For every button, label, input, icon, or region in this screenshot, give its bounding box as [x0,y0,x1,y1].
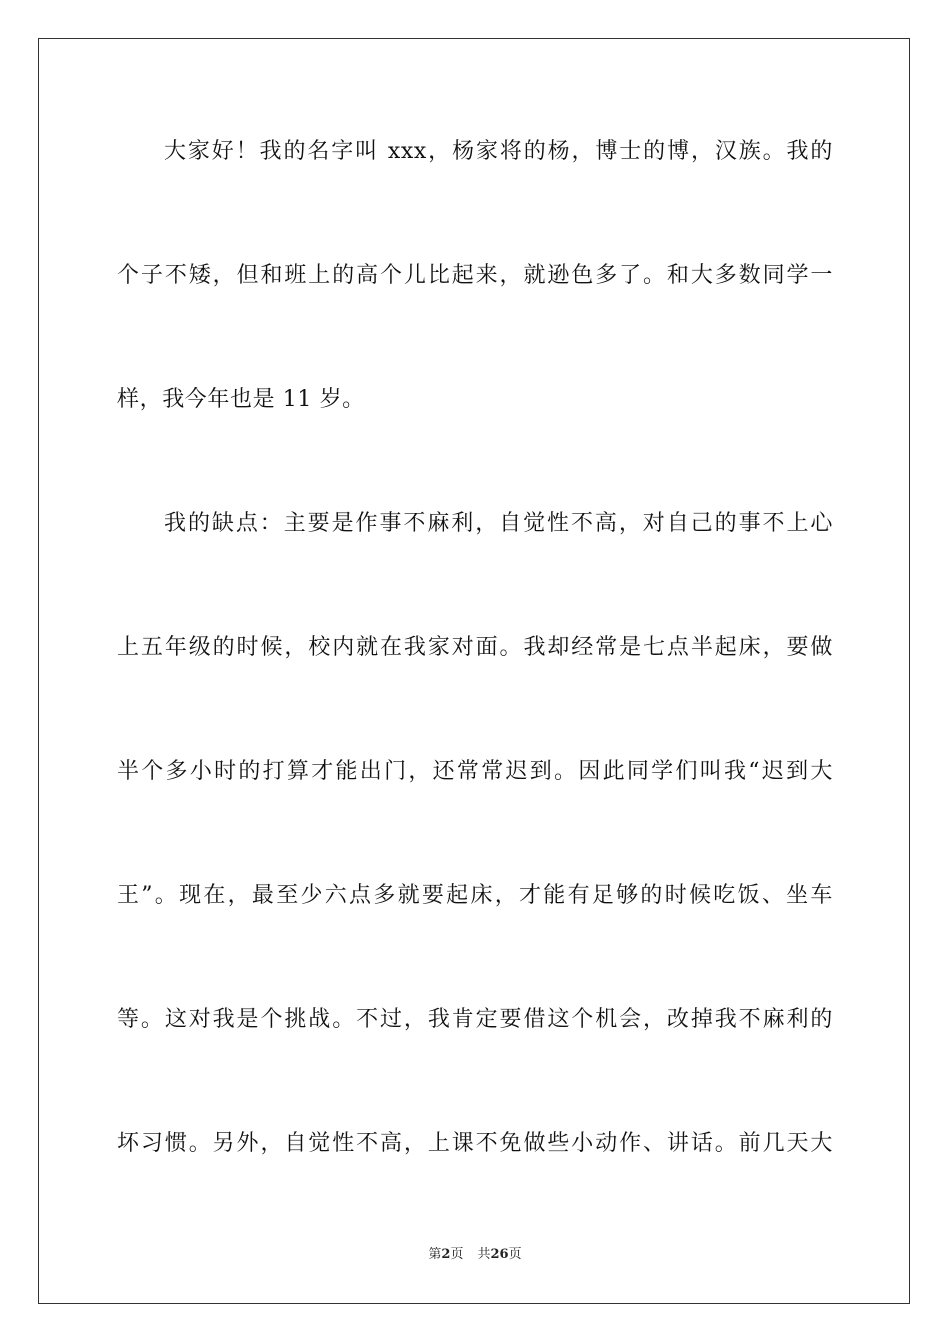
footer-total-suffix: 页 [508,1247,522,1262]
paragraph-1-line-1: 大家好！我的名字叫 xxx，杨家将的杨，博士的博，汉族。我的 [164,139,833,164]
paragraph-2-line-1: 我的缺点：主要是作事不麻利，自觉性不高，对自己的事不上心 [164,511,833,536]
paragraph-1-line-2: 个子不矮，但和班上的高个儿比起来，就逊色多了。和大多数同学一 [117,263,833,288]
footer-total-pages: 26 [490,1247,509,1262]
page-footer [0,1246,950,1264]
footer-page-suffix: 页 [450,1247,464,1262]
paragraph-2-line-3: 半个多小时的打算才能出门，还常常迟到。因此同学们叫我“迟到大 [117,759,833,784]
paragraph-2-line-6: 坏习惯。另外，自觉性不高，上课不免做些小动作、讲话。前几天大 [117,1131,833,1156]
paragraph-1-line-3: 样，我今年也是 11 岁。 [117,387,365,412]
footer-total-prefix: 共 [477,1247,491,1262]
paragraph-2-line-2: 上五年级的时候，校内就在我家对面。我却经常是七点半起床，要做 [117,635,833,660]
footer-page-number: 2 [441,1247,451,1262]
footer-page-prefix: 第 [428,1247,442,1262]
page-border [38,38,910,1304]
paragraph-2-line-5: 等。这对我是个挑战。不过，我肯定要借这个机会，改掉我不麻利的 [117,1007,833,1032]
paragraph-2-line-4: 王”。现在，最至少六点多就要起床，才能有足够的时候吃饭、坐车 [117,883,833,908]
